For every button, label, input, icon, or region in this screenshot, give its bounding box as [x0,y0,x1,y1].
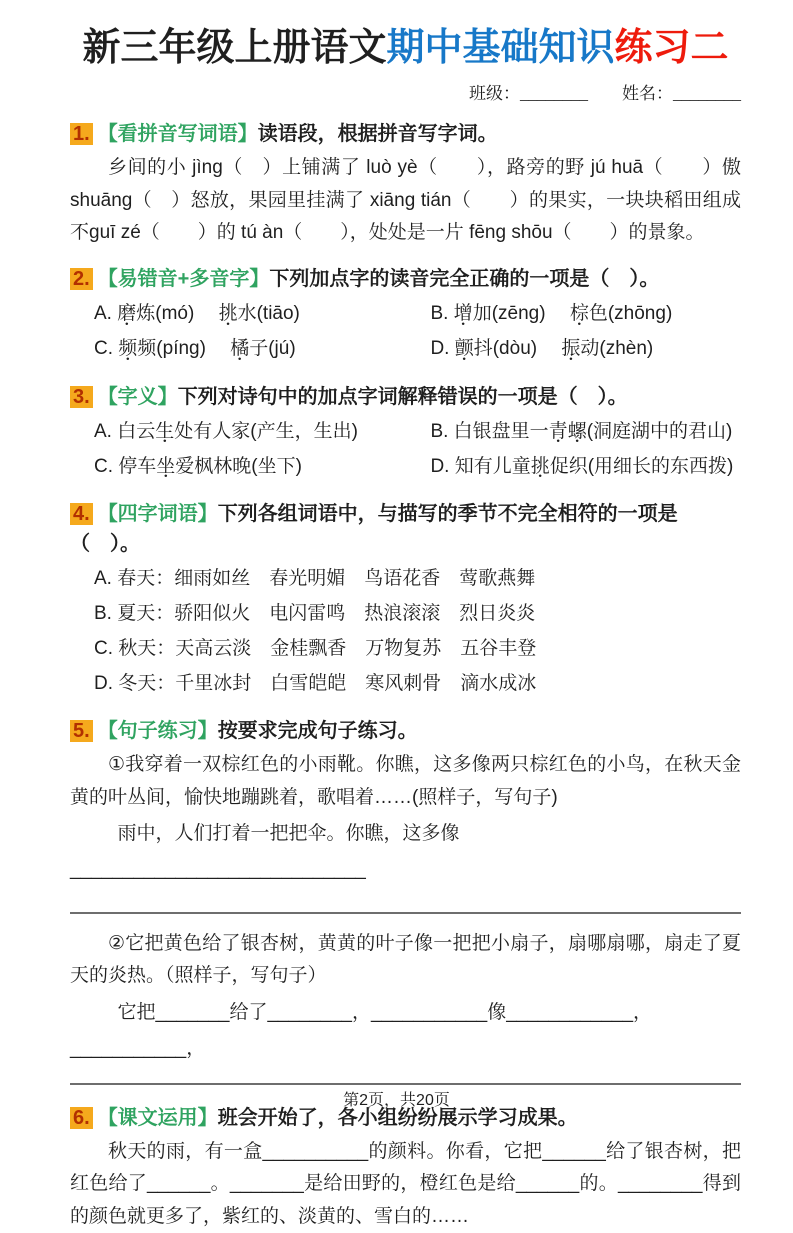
question-5-item2-text: ②它把黄色给了银杏树，黄黄的叶子像一把把小扇子，扇哪扇哪，扇走了夏天的炎热。（照样子，写句子） [70,933,741,987]
question-4-tag: 【四字词语】 [97,502,218,525]
title-part-blue: 期中基础知识 [386,27,615,69]
question-6-stem: 班会开始了，各小组纷纷展示学习成果。 [217,1106,578,1129]
question-6-fill-paragraph: 秋天的雨，有一盒__________的颜料。你看，它把______给了银杏树，把红色给了______。_______是给田野的，橙红色是给______的。________得到的颜色就更多了，紫红的、淡黄的、雪白的…… [70,1140,741,1227]
question-3-tag: 【字义】 [97,385,178,408]
section-divider [70,1083,741,1085]
question-6-tag: 【课文运用】 [97,1106,218,1129]
option-a: A. 春天：细雨如丝 春光明媚 鸟语花香 莺歌燕舞 [94,567,536,589]
name-label: 姓名： [622,84,673,104]
question-5-item2-answer-line: 它把_______给了________，___________像____________，___________， [70,1001,653,1059]
question-5-stem: 按要求完成句子练习。 [217,720,418,743]
student-info-row [70,79,741,104]
option-d: D. 颤抖(dòu) 振动(zhèn) [430,338,654,360]
question-3-options [70,414,741,484]
option-b: B. 白银盘里一青螺(洞庭湖中的君山) [430,420,733,442]
page-number-footer: 第2页，共20页 [343,1092,450,1109]
question-1-number-badge: 1. [70,123,93,145]
question-4-stem: 下列各组词语中，与描写的季节不完全相符的一项是（ ）。 [70,502,678,555]
title-part-red: 练习二 [614,27,729,69]
question-3-heading [70,382,741,412]
option-d: D. 冬天：千里冰封 白雪皑皑 寒风刺骨 滴水成冰 [94,673,537,695]
question-2 [70,264,741,366]
question-4-options [70,561,741,702]
question-3-number-badge: 3. [70,386,93,408]
option-c: C. 秋天：天高云淡 金桂飘香 万物复苏 五谷丰登 [94,638,537,660]
question-2-tag: 【易错音+多音字】 [97,268,270,291]
question-4-heading [70,499,741,559]
class-label: 班级： [469,84,520,104]
option-c: C. 频频(píng) 橘子(jú) [94,338,296,360]
option-a: A. 磨炼(mó) 挑水(tiāo) [94,303,300,325]
question-5-item1-text: ①我穿着一双棕红色的小雨靴。你瞧，这多像两只棕红色的小鸟，在秋天金黄的叶丛间，愉快地蹦跳着，歌唱着……(照样子，写句子) [70,754,741,808]
option-d: D. 知有儿童挑促织(用细长的东西拨) [430,455,734,477]
option-b: B. 夏天：骄阳似火 电闪雷鸣 热浪滚滚 烈日炎炎 [94,602,536,624]
option-c: C. 停车坐爱枫林晚(坐下) [94,455,302,477]
question-5-heading [70,716,741,746]
question-2-options [70,296,741,366]
question-4-number-badge: 4. [70,503,93,525]
question-4 [70,499,741,702]
question-5-number-badge: 5. [70,720,93,742]
question-1-stem: 读语段，根据拼音写字词。 [257,123,498,146]
question-3-stem: 下列对诗句中的加点字词解释错误的一项是（ ）。 [177,385,628,408]
section-divider [70,912,741,914]
question-5-item1-answer-line: 雨中，人们打着一把把伞。你瞧，这多像____________________________ [70,823,460,881]
question-6-number-badge: 6. [70,1107,93,1129]
question-1 [70,119,741,249]
class-blank: ________ [520,84,588,104]
question-2-heading [70,264,741,294]
question-2-stem: 下列加点字的读音完全正确的一项是（ ）。 [269,268,660,291]
name-blank: ________ [673,84,741,104]
question-1-pinyin-paragraph: 乡间的小 jìng（ ）上铺满了 luò yè（ ），路旁的野 jú huā（ ）傲shuāng（ ）怒放，果园里挂满了 xiāng tián（ ）的果实，一块块稻田组成不guī zé（ ）的 tú àn（ ），处处是一片 fēng shōu（ ）的景象。 [70,157,741,243]
question-1-heading [70,119,741,149]
question-5-tag: 【句子练习】 [97,720,218,743]
title-part-black: 新三年级上册语文 [82,27,387,69]
question-3 [70,382,741,484]
question-1-tag: 【看拼音写词语】 [97,123,258,146]
question-5 [70,716,741,1085]
question-6 [70,1103,741,1233]
page-title [70,24,741,73]
option-b: B. 增加(zēng) 棕色(zhōng) [430,303,673,325]
question-2-number-badge: 2. [70,268,93,290]
option-a: A. 白云生处有人家(产生，生出) [94,420,358,442]
